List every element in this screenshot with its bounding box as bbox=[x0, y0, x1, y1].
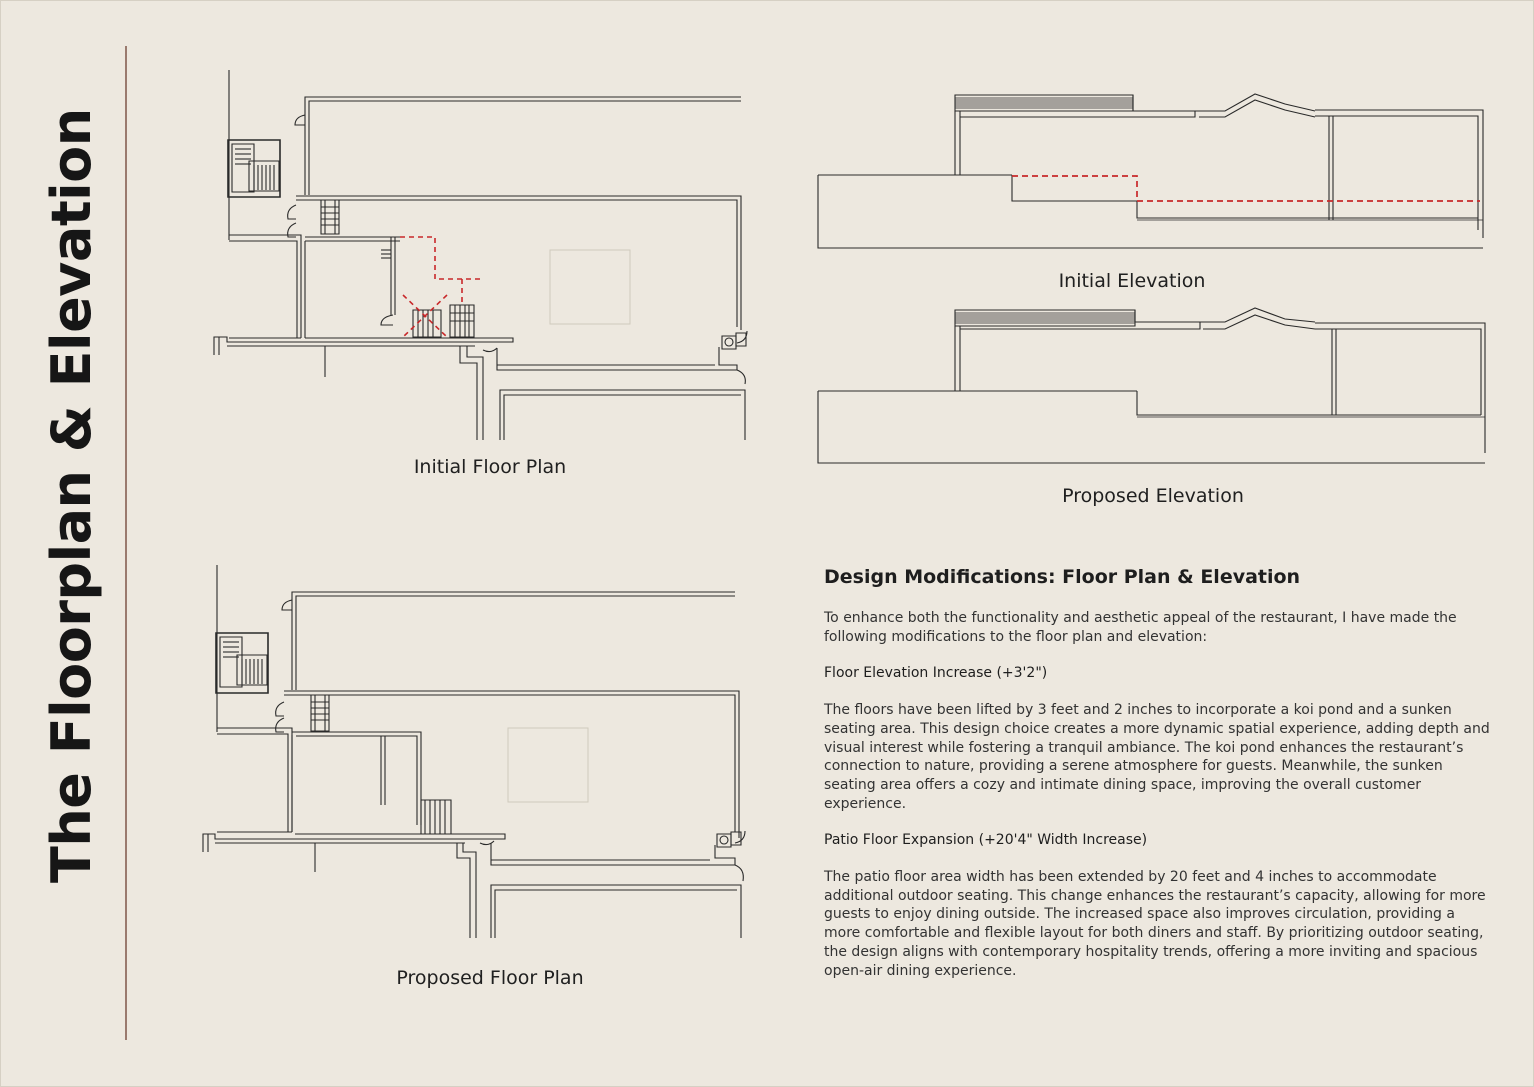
proposed-elevation-drawing bbox=[815, 305, 1490, 470]
initial-floor-plan-caption: Initial Floor Plan bbox=[413, 456, 567, 478]
section-heading-floor-elevation: Floor Elevation Increase (+3'2") bbox=[824, 665, 1048, 682]
initial-elevation-caption: Initial Elevation bbox=[1058, 270, 1206, 292]
title-divider bbox=[125, 46, 127, 1040]
initial-elevation-drawing bbox=[815, 90, 1490, 250]
design-notes-title: Design Modifications: Floor Plan & Elevation bbox=[824, 566, 1301, 588]
section-body-floor-elevation: The floors have been lifted by 3 feet and 2 inches to incorporate a koi pond and a sunken seating area. This design choice creates a more dynamic spatial experience, adding depth and visual interest while fostering a tranquil ambiance. The koi pond enhances the restaurant’s connection to nature, providing a serene atmosphere for guests. Meanwhile, the sunken seating area offers a cozy and intimate dining space, improving the overall customer experience. bbox=[824, 702, 1490, 812]
proposed-floor-plan-drawing bbox=[195, 560, 760, 945]
section-body-patio-expansion: The patio floor area width has been extended by 20 feet and 4 inches to accommodate additional outdoor seating. This change enhances the restaurant’s capacity, allowing for more guests to enjoy dining outside. The increased space also improves circulation, providing a more comfortable and flexible layout for both diners and staff. By prioritizing outdoor seating, the design aligns with contemporary hospitality trends, offering a more inviting and spacious open-air dining experience. bbox=[824, 869, 1486, 979]
page-title: The Floorplan & Elevation bbox=[40, 108, 103, 883]
section-heading-patio-expansion: Patio Floor Expansion (+20'4" Width Increase) bbox=[824, 832, 1148, 849]
initial-floor-plan-drawing bbox=[205, 65, 765, 450]
proposed-elevation-caption: Proposed Elevation bbox=[1062, 485, 1244, 507]
design-notes-panel bbox=[824, 566, 1494, 998]
design-notes-intro: To enhance both the functionality and aesthetic appeal of the restaurant, I have made the following modifications to the floor plan and elevation: bbox=[824, 610, 1457, 645]
proposed-floor-plan-caption: Proposed Floor Plan bbox=[396, 967, 584, 989]
